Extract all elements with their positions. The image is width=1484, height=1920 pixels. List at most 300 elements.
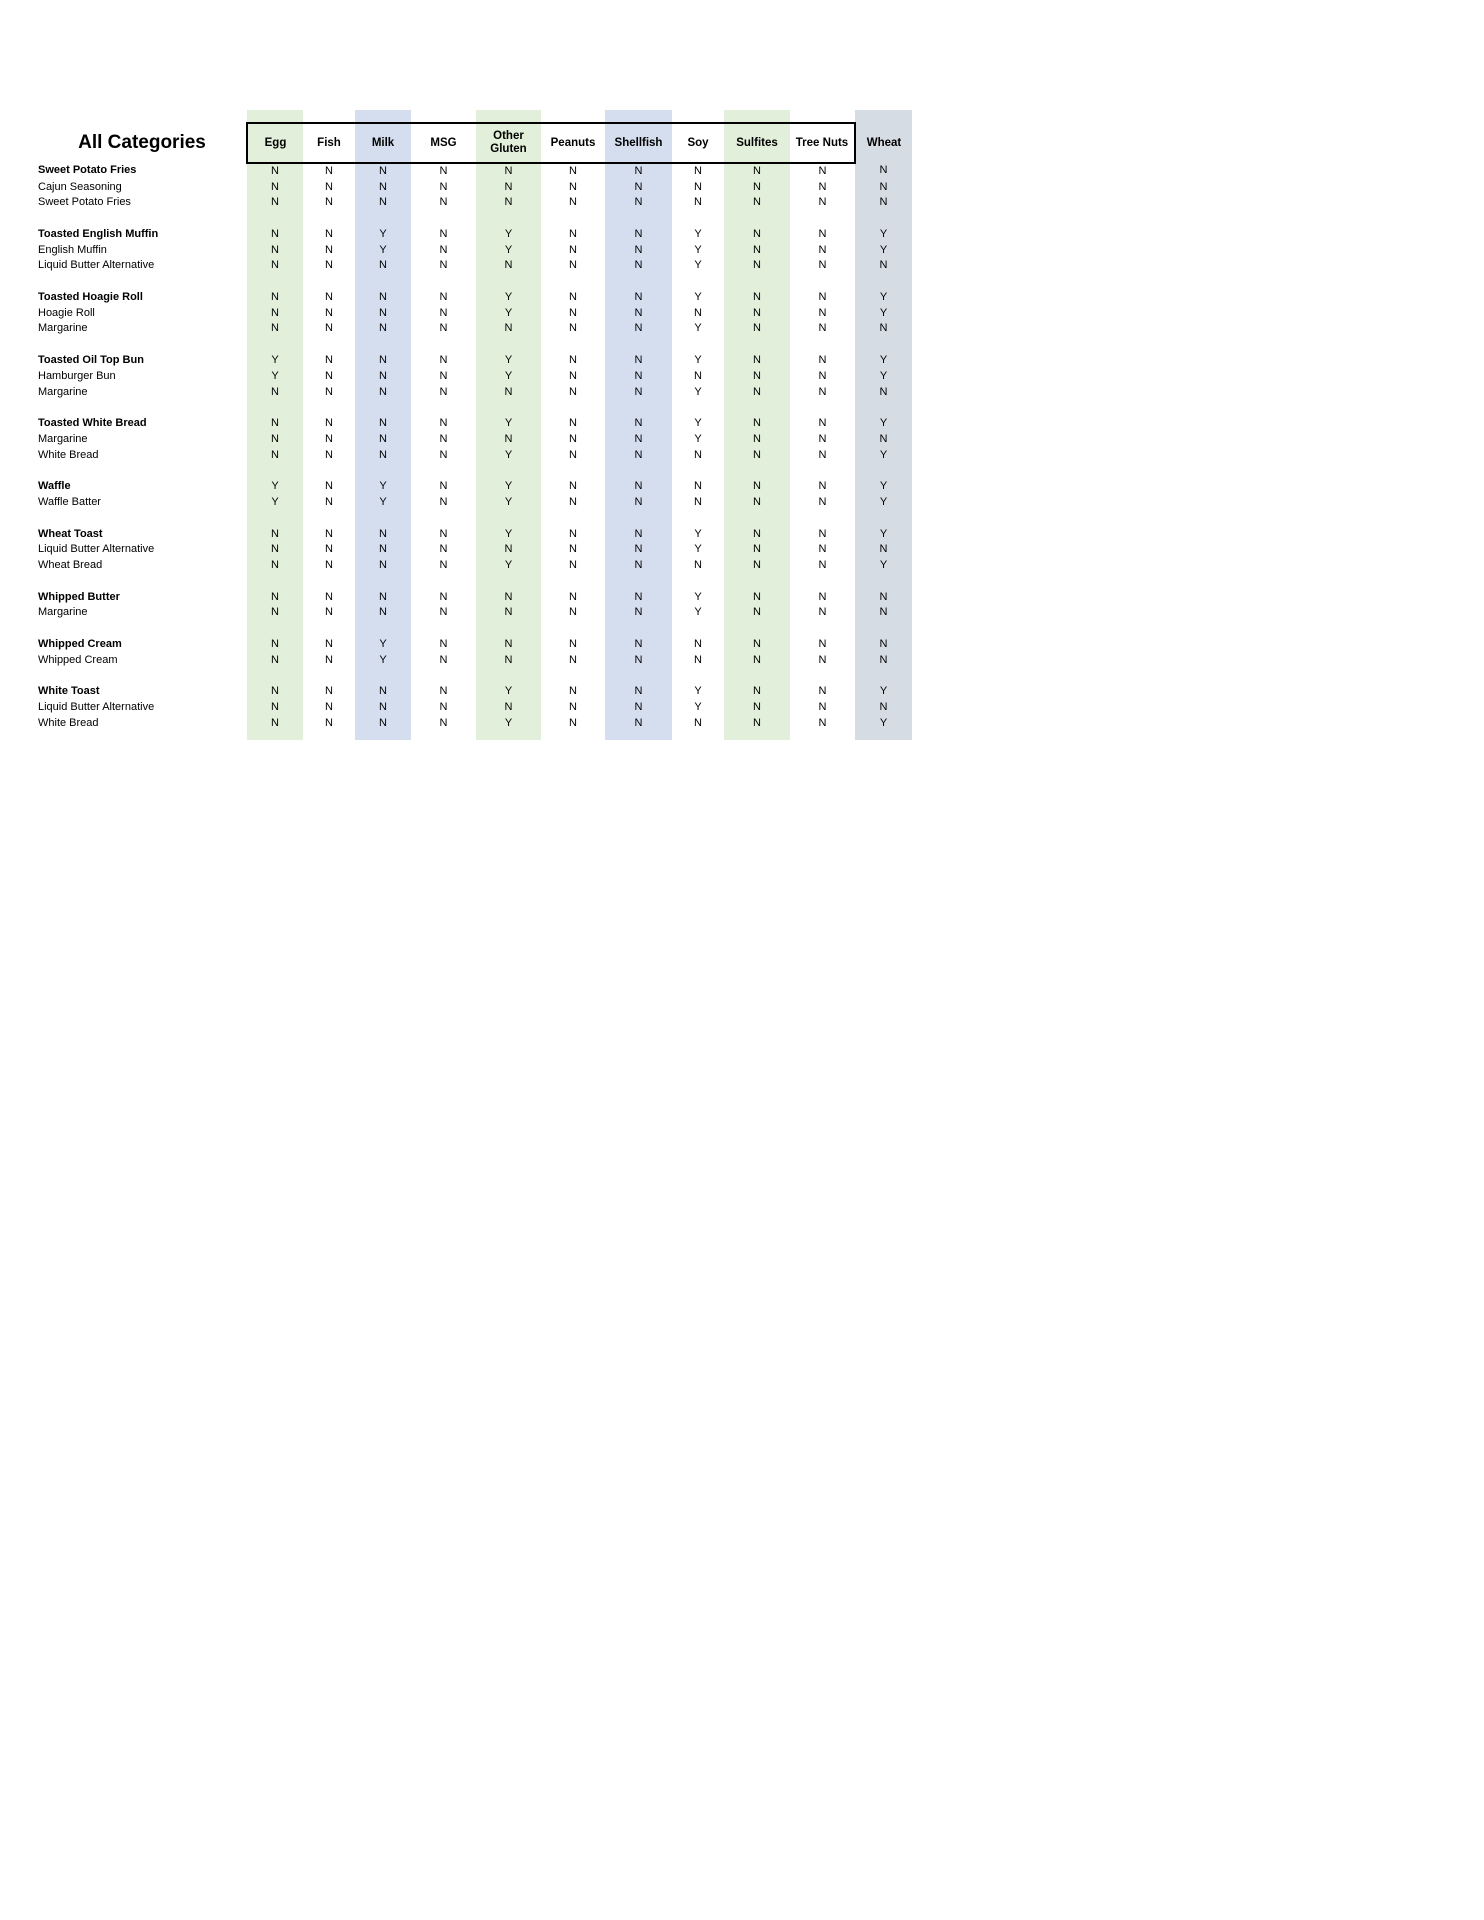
band-spacer: [605, 621, 672, 637]
band-cap: [790, 732, 855, 740]
allergen-value: N: [605, 243, 672, 259]
item-label: Wheat Bread: [38, 559, 103, 572]
band-spacer: [247, 337, 303, 353]
band-spacer: [672, 463, 724, 479]
allergen-value: N: [694, 448, 702, 461]
allergen-value: N: [818, 606, 827, 619]
allergen-value: N: [569, 495, 577, 508]
allergen-value: N: [355, 163, 411, 180]
allergen-value: N: [247, 700, 303, 716]
band-spacer: [541, 337, 605, 353]
band-cap: [247, 732, 303, 740]
allergen-value: N: [439, 417, 448, 430]
allergen-value: N: [605, 258, 672, 274]
allergen-value: N: [247, 542, 303, 558]
allergen-value: N: [818, 448, 827, 461]
allergen-value: N: [855, 605, 912, 621]
band-spacer: [303, 511, 355, 527]
allergen-value: Y: [476, 227, 541, 243]
band-spacer: [411, 463, 476, 479]
allergen-value: N: [818, 685, 827, 698]
allergen-value: N: [439, 369, 448, 382]
allergen-value: Y: [694, 291, 702, 304]
allergen-value: N: [818, 243, 827, 256]
allergen-value: N: [605, 637, 672, 653]
allergen-value: N: [818, 716, 827, 729]
band-spacer: [790, 400, 855, 416]
allergen-value: N: [325, 180, 333, 193]
allergen-value: N: [855, 163, 912, 180]
allergen-value: Y: [476, 527, 541, 543]
spacer-cell: [38, 621, 247, 637]
allergen-value: N: [724, 637, 790, 653]
allergen-value: Y: [476, 243, 541, 259]
allergen-value: N: [724, 322, 790, 338]
allergen-value: Y: [855, 306, 912, 322]
group-label: Waffle: [38, 480, 71, 493]
allergen-value: N: [855, 700, 912, 716]
band-cap: [605, 110, 672, 123]
allergen-value: N: [247, 653, 303, 669]
allergen-value: N: [325, 291, 333, 304]
column-header-wheat: Wheat: [855, 123, 912, 163]
allergen-value: Y: [355, 653, 411, 669]
allergen-value: N: [325, 543, 333, 556]
allergen-value: N: [569, 606, 577, 619]
allergen-value: N: [247, 290, 303, 306]
allergen-value: Y: [355, 479, 411, 495]
allergen-value: N: [818, 480, 827, 493]
band-spacer: [476, 669, 541, 685]
band-cap: [605, 732, 672, 740]
band-spacer: [476, 274, 541, 290]
allergen-value: Y: [855, 416, 912, 432]
item-label: Hoagie Roll: [38, 306, 95, 319]
allergen-value: N: [325, 354, 333, 367]
allergen-value: N: [439, 716, 448, 729]
allergen-value: N: [247, 716, 303, 732]
allergen-value: Y: [694, 432, 702, 445]
allergen-value: N: [724, 258, 790, 274]
allergen-value: N: [325, 164, 333, 177]
allergen-value: Y: [476, 479, 541, 495]
band-spacer: [476, 621, 541, 637]
band-spacer: [247, 511, 303, 527]
allergen-value: N: [355, 685, 411, 701]
allergen-value: N: [325, 716, 333, 729]
allergen-value: N: [818, 432, 827, 445]
allergen-value: N: [355, 195, 411, 211]
allergen-value: N: [325, 590, 333, 603]
column-header-sulfites: Sulfites: [724, 123, 790, 163]
band-cap: [355, 110, 411, 123]
allergen-value: N: [818, 369, 827, 382]
column-header-other-gluten: Other Gluten: [476, 123, 541, 163]
allergen-value: N: [247, 448, 303, 464]
allergen-value: Y: [855, 243, 912, 259]
allergen-value: N: [694, 196, 702, 209]
allergen-value: N: [605, 180, 672, 196]
allergen-value: N: [569, 701, 577, 714]
allergen-value: N: [724, 542, 790, 558]
allergen-value: N: [325, 448, 333, 461]
allergen-value: N: [325, 480, 333, 493]
allergen-value: N: [247, 527, 303, 543]
band-spacer: [355, 669, 411, 685]
band-spacer: [672, 274, 724, 290]
allergen-value: N: [724, 700, 790, 716]
band-spacer: [476, 400, 541, 416]
allergen-value: N: [355, 322, 411, 338]
spacer-cell: [38, 274, 247, 290]
allergen-table: [38, 110, 912, 740]
allergen-value: N: [476, 700, 541, 716]
allergen-sheet: [38, 110, 912, 740]
band-spacer: [355, 400, 411, 416]
allergen-value: N: [605, 369, 672, 385]
allergen-value: Y: [476, 306, 541, 322]
band-spacer: [724, 669, 790, 685]
item-label: White Bread: [38, 716, 99, 729]
band-spacer: [303, 337, 355, 353]
band-spacer: [724, 211, 790, 227]
allergen-value: N: [439, 590, 448, 603]
band-spacer: [355, 274, 411, 290]
allergen-value: Y: [247, 495, 303, 511]
item-label: Margarine: [38, 432, 88, 445]
allergen-value: N: [818, 259, 827, 272]
item-label: Liquid Butter Alternative: [38, 701, 155, 714]
band-spacer: [476, 337, 541, 353]
allergen-value: N: [818, 417, 827, 430]
allergen-value: N: [355, 700, 411, 716]
allergen-value: Y: [476, 495, 541, 511]
allergen-value: N: [724, 495, 790, 511]
allergen-value: N: [724, 306, 790, 322]
band-cap: [355, 732, 411, 740]
allergen-value: N: [355, 180, 411, 196]
allergen-value: N: [818, 543, 827, 556]
item-label: Whipped Cream: [38, 653, 118, 666]
allergen-value: N: [855, 432, 912, 448]
allergen-value: N: [855, 637, 912, 653]
band-spacer: [355, 511, 411, 527]
allergen-value: N: [605, 495, 672, 511]
allergen-value: Y: [855, 353, 912, 369]
band-spacer: [303, 400, 355, 416]
column-header-peanuts: Peanuts: [541, 123, 605, 163]
column-header-tree-nuts: Tree Nuts: [790, 123, 855, 163]
allergen-value: N: [439, 259, 448, 272]
allergen-value: N: [439, 701, 448, 714]
allergen-value: N: [724, 227, 790, 243]
allergen-value: N: [476, 322, 541, 338]
allergen-value: N: [724, 527, 790, 543]
allergen-value: N: [247, 432, 303, 448]
band-cap: [476, 732, 541, 740]
band-spacer: [724, 621, 790, 637]
allergen-value: N: [818, 291, 827, 304]
allergen-value: N: [605, 479, 672, 495]
band-spacer: [790, 511, 855, 527]
allergen-value: Y: [476, 685, 541, 701]
allergen-value: N: [325, 243, 333, 256]
band-spacer: [605, 337, 672, 353]
allergen-value: N: [605, 542, 672, 558]
allergen-value: N: [694, 180, 702, 193]
allergen-value: N: [355, 527, 411, 543]
allergen-value: N: [694, 559, 702, 572]
allergen-value: N: [569, 196, 577, 209]
band-spacer: [672, 574, 724, 590]
allergen-value: N: [247, 605, 303, 621]
allergen-value: N: [855, 258, 912, 274]
allergen-value: N: [439, 306, 448, 319]
allergen-value: N: [247, 306, 303, 322]
allergen-value: N: [325, 495, 333, 508]
band-spacer: [303, 574, 355, 590]
allergen-value: N: [569, 559, 577, 572]
allergen-value: N: [355, 542, 411, 558]
column-header-fish: Fish: [303, 123, 355, 163]
band-spacer: [303, 463, 355, 479]
band-spacer: [541, 621, 605, 637]
band-spacer: [247, 463, 303, 479]
allergen-value: N: [724, 558, 790, 574]
band-spacer: [541, 511, 605, 527]
allergen-value: N: [818, 495, 827, 508]
allergen-value: N: [439, 543, 448, 556]
allergen-value: N: [355, 353, 411, 369]
band-spacer: [303, 621, 355, 637]
allergen-value: N: [355, 448, 411, 464]
allergen-value: N: [569, 322, 577, 335]
allergen-value: Y: [355, 637, 411, 653]
band-spacer: [605, 669, 672, 685]
allergen-value: N: [605, 590, 672, 606]
band-spacer: [303, 274, 355, 290]
allergen-value: N: [724, 290, 790, 306]
band-spacer: [605, 211, 672, 227]
allergen-value: N: [818, 638, 827, 651]
band-spacer: [790, 669, 855, 685]
band-spacer: [855, 463, 912, 479]
band-spacer: [247, 621, 303, 637]
column-header-soy: Soy: [672, 123, 724, 163]
band-cap: [855, 110, 912, 123]
allergen-value: Y: [855, 716, 912, 732]
band-spacer: [605, 463, 672, 479]
group-label: Whipped Cream: [38, 638, 122, 651]
allergen-value: N: [605, 716, 672, 732]
allergen-value: N: [247, 163, 303, 180]
allergen-value: N: [439, 196, 448, 209]
page-title: All Categories: [78, 132, 206, 154]
allergen-value: N: [325, 685, 333, 698]
band-cap: [672, 110, 724, 123]
band-spacer: [605, 400, 672, 416]
allergen-value: N: [855, 542, 912, 558]
allergen-value: N: [439, 606, 448, 619]
band-spacer: [541, 669, 605, 685]
band-cap: [303, 110, 355, 123]
band-spacer: [411, 211, 476, 227]
allergen-value: N: [325, 653, 333, 666]
group-label: Whipped Butter: [38, 590, 120, 603]
allergen-value: N: [355, 385, 411, 401]
band-spacer: [724, 400, 790, 416]
allergen-value: N: [325, 432, 333, 445]
allergen-value: N: [569, 228, 577, 241]
band-spacer: [790, 463, 855, 479]
allergen-value: Y: [855, 558, 912, 574]
allergen-value: Y: [247, 353, 303, 369]
allergen-value: N: [724, 432, 790, 448]
allergen-value: N: [569, 369, 577, 382]
band-spacer: [411, 621, 476, 637]
group-label: Wheat Toast: [38, 527, 103, 540]
allergen-value: N: [569, 259, 577, 272]
band-spacer: [541, 274, 605, 290]
band-cap: [541, 110, 605, 123]
allergen-value: N: [694, 638, 702, 651]
band-spacer: [672, 511, 724, 527]
allergen-value: N: [476, 180, 541, 196]
band-spacer: [247, 211, 303, 227]
allergen-value: N: [355, 290, 411, 306]
allergen-value: N: [325, 228, 333, 241]
allergen-value: N: [818, 385, 827, 398]
allergen-value: N: [439, 228, 448, 241]
allergen-value: N: [355, 590, 411, 606]
allergen-value: N: [476, 385, 541, 401]
allergen-value: N: [605, 685, 672, 701]
item-label: Sweet Potato Fries: [38, 196, 131, 209]
allergen-value: N: [476, 195, 541, 211]
allergen-value: N: [247, 590, 303, 606]
allergen-value: N: [247, 416, 303, 432]
allergen-value: N: [247, 227, 303, 243]
allergen-value: N: [439, 495, 448, 508]
allergen-value: N: [569, 685, 577, 698]
spacer-cell: [38, 511, 247, 527]
allergen-value: N: [724, 353, 790, 369]
item-label: English Muffin: [38, 243, 107, 256]
allergen-value: N: [694, 369, 702, 382]
item-label: Margarine: [38, 322, 88, 335]
allergen-value: N: [605, 353, 672, 369]
allergen-value: Y: [855, 227, 912, 243]
band-cap: [790, 110, 855, 123]
allergen-value: N: [439, 385, 448, 398]
allergen-value: Y: [855, 448, 912, 464]
item-label: Margarine: [38, 385, 88, 398]
allergen-value: N: [694, 716, 702, 729]
allergen-value: N: [605, 558, 672, 574]
allergen-value: N: [439, 180, 448, 193]
band-cap: [541, 732, 605, 740]
allergen-value: N: [247, 558, 303, 574]
allergen-value: N: [724, 685, 790, 701]
allergen-value: N: [569, 716, 577, 729]
allergen-value: N: [724, 385, 790, 401]
allergen-value: Y: [855, 479, 912, 495]
allergen-value: Y: [476, 290, 541, 306]
allergen-value: N: [569, 543, 577, 556]
allergen-value: N: [569, 432, 577, 445]
allergen-value: N: [476, 605, 541, 621]
band-spacer: [790, 274, 855, 290]
spacer-cell: [38, 337, 247, 353]
band-cap: [247, 110, 303, 123]
allergen-value: N: [818, 527, 827, 540]
group-label: Toasted Oil Top Bun: [38, 354, 144, 367]
allergen-value: N: [569, 417, 577, 430]
allergen-value: N: [569, 385, 577, 398]
allergen-value: Y: [694, 228, 702, 241]
allergen-value: Y: [694, 385, 702, 398]
allergen-value: N: [247, 258, 303, 274]
allergen-value: N: [569, 243, 577, 256]
band-spacer: [605, 574, 672, 590]
band-spacer: [672, 211, 724, 227]
band-spacer: [855, 621, 912, 637]
allergen-value: N: [476, 653, 541, 669]
allergen-value: Y: [476, 416, 541, 432]
band-cap: [303, 732, 355, 740]
item-label: Margarine: [38, 606, 88, 619]
band-spacer: [247, 274, 303, 290]
allergen-value: N: [694, 480, 702, 493]
band-spacer: [355, 574, 411, 590]
band-spacer: [541, 463, 605, 479]
allergen-value: N: [818, 354, 827, 367]
allergen-value: N: [569, 448, 577, 461]
band-spacer: [411, 669, 476, 685]
band-spacer: [303, 211, 355, 227]
allergen-value: Y: [694, 259, 702, 272]
allergen-value: Y: [476, 369, 541, 385]
band-spacer: [724, 274, 790, 290]
band-spacer: [355, 337, 411, 353]
allergen-value: N: [818, 180, 827, 193]
allergen-value: N: [325, 385, 333, 398]
band-spacer: [855, 669, 912, 685]
allergen-value: N: [818, 559, 827, 572]
item-label: Waffle Batter: [38, 495, 101, 508]
band-spacer: [411, 574, 476, 590]
allergen-value: N: [855, 195, 912, 211]
band-spacer: [724, 337, 790, 353]
allergen-value: N: [605, 195, 672, 211]
allergen-value: N: [724, 180, 790, 196]
band-spacer: [247, 400, 303, 416]
allergen-value: N: [439, 164, 448, 177]
group-label: Toasted White Bread: [38, 417, 147, 430]
allergen-value: N: [694, 653, 702, 666]
allergen-value: N: [476, 637, 541, 653]
band-spacer: [672, 400, 724, 416]
allergen-value: N: [569, 180, 577, 193]
allergen-value: Y: [694, 606, 702, 619]
band-spacer: [605, 274, 672, 290]
allergen-value: N: [439, 243, 448, 256]
allergen-value: N: [605, 385, 672, 401]
allergen-value: N: [569, 480, 577, 493]
allergen-value: N: [818, 653, 827, 666]
allergen-value: N: [724, 416, 790, 432]
allergen-value: N: [569, 306, 577, 319]
